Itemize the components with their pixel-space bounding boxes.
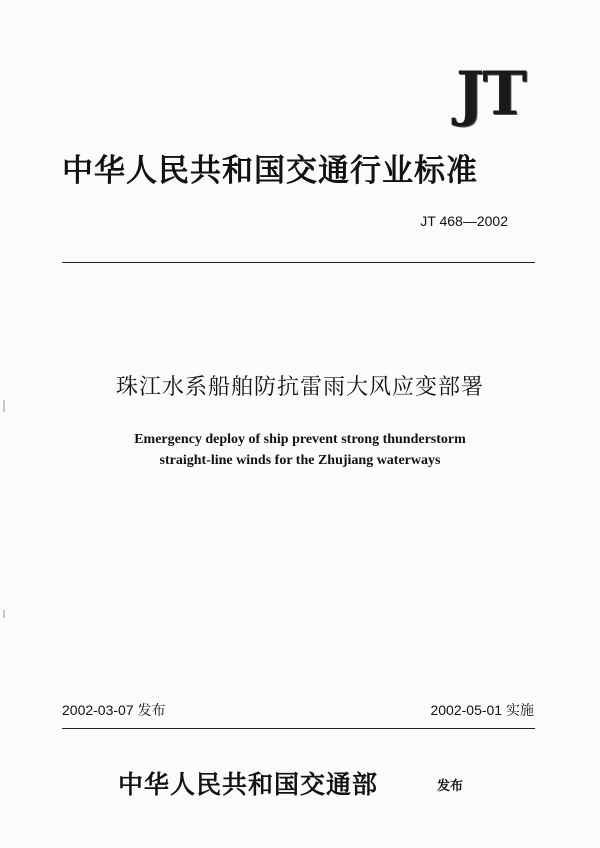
document-title-cn: 珠江水系船舶防抗雷雨大风应变部署 (115, 375, 484, 400)
bottom-divider (62, 728, 535, 729)
standard-category-title: 中华人民共和国交通行业标准 (62, 153, 478, 189)
document-title-en-line-1: Emergency deploy of ship prevent strong thunderstorm (134, 432, 466, 447)
issue-date: 2002-03-07 发布 (62, 702, 166, 718)
publish-label: 发布 (437, 779, 464, 794)
publisher-name: 中华人民共和国交通部 (118, 770, 379, 799)
jt-logo-text: JT (455, 59, 525, 129)
scan-artifact (3, 610, 5, 618)
jt-logo (425, 59, 525, 129)
top-divider (62, 262, 535, 263)
implementation-date: 2002-05-01 实施 (430, 702, 534, 718)
standard-number: JT 468—2002 (420, 213, 508, 229)
scan-artifact (3, 400, 5, 412)
document-title-en-line-2: straight-line winds for the Zhujiang waterways (159, 453, 441, 468)
